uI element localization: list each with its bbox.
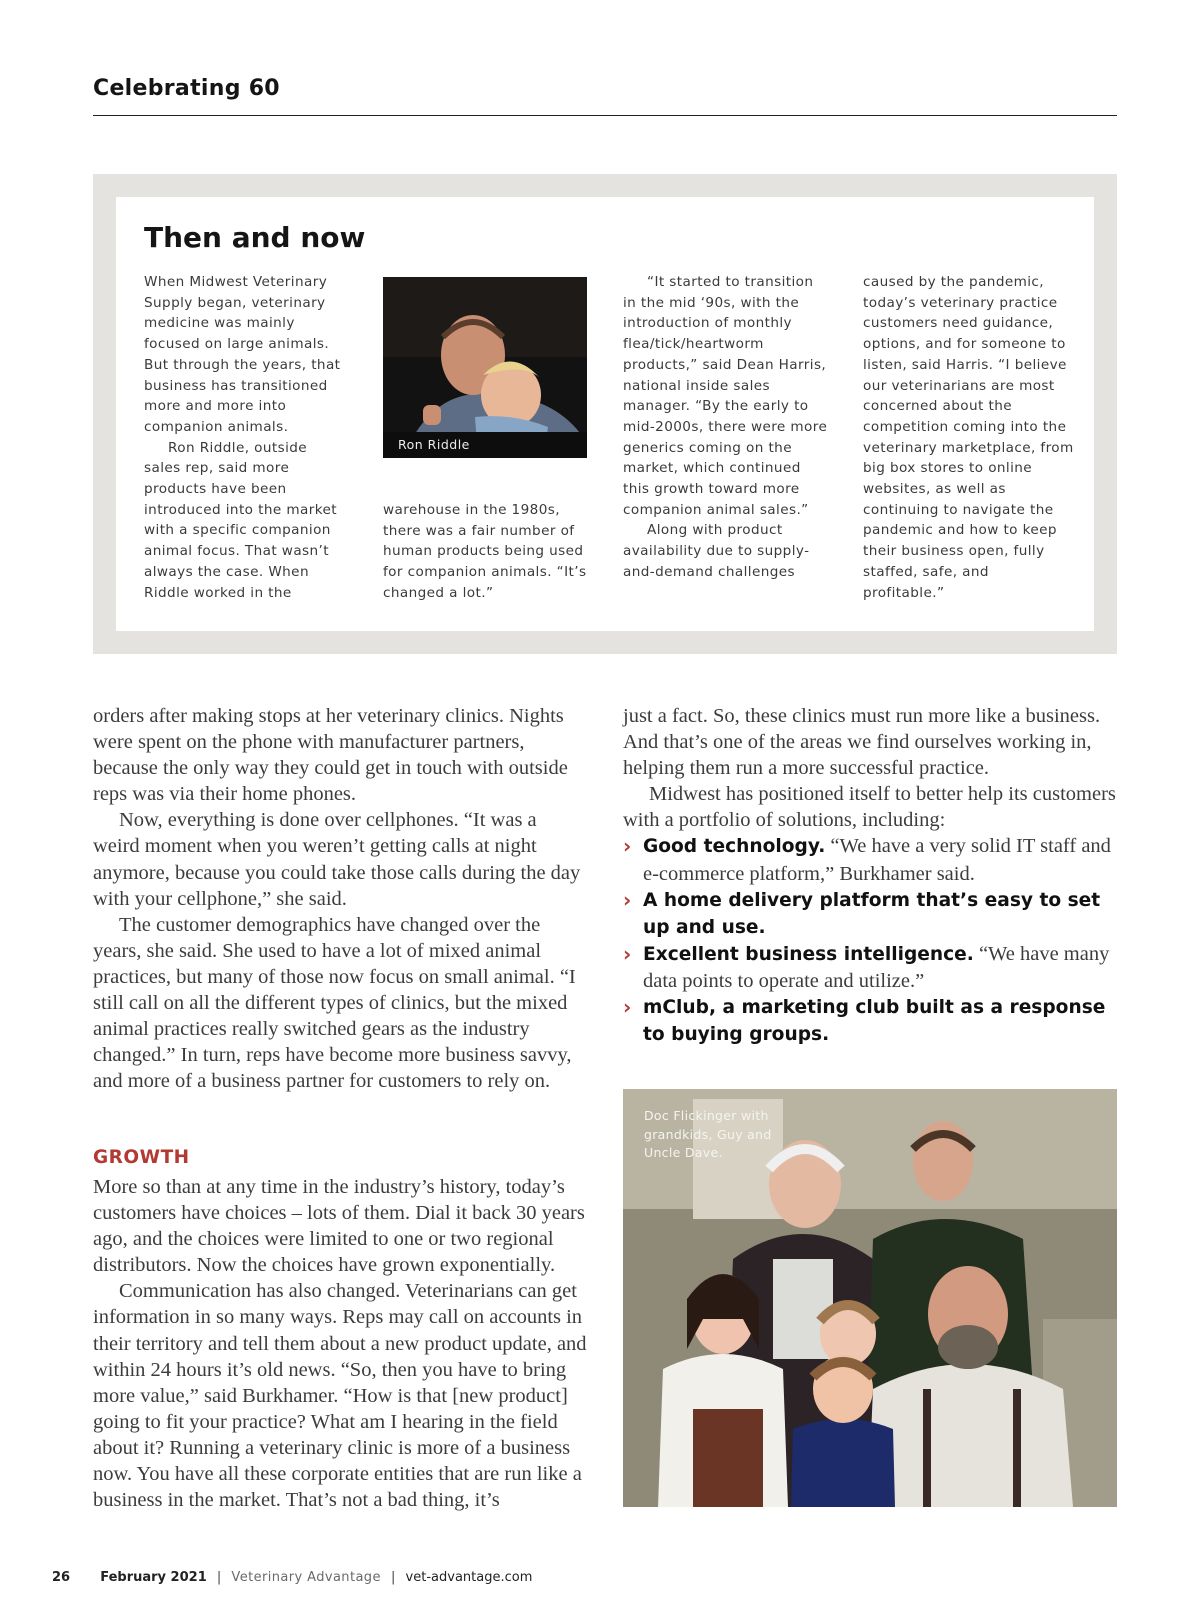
sidebar-paragraph: caused by the pandemic, today’s veterinary practice customers need guidance, options, and for someone to listen, said Harris. “I believe our veterinarians are most concerned about the competition coming into the veterinary marketplace, from big box stores to online websites, as well as continuing to navigate the pandemic and how to keep their business open, fully staffed, safe, and profitable.” [863, 274, 1074, 601]
issue-date: February 2021 [100, 1570, 207, 1585]
sidebar-paragraph: warehouse in the 1980s, there was a fair number of human products being used for companion animals. “It’s changed a lot.” [383, 502, 587, 601]
footer-separator: | [391, 1570, 396, 1585]
article-paragraph: The customer demographics have changed over the years, she said. She used to have a lot of mixed animal practices, but many of those now focus on small animal. “I still call on all the different types of clinics, but the mixed animal practices really switched gears as the industry changed.” In turn, reps have become more business savvy, and more of a business partner for customers to rely on. [93, 913, 576, 1093]
list-item: › Excellent business intelligence. “We have many data points to operate and utilize.” [623, 941, 1110, 992]
sidebar-title: Then and now [144, 221, 366, 254]
chevron-right-icon: › [623, 995, 632, 1020]
footer-separator: | [216, 1570, 222, 1585]
growth-heading: GROWTH [93, 1147, 190, 1168]
article-column-right [623, 703, 1117, 1048]
article-paragraph: Communication has also changed. Veterinarians can get information in so many ways. Reps may call on accounts in their territory and tell them about a new product update, and within 24 hours it’s old news. “So, then you have to bring more value,” said Burkhamer. “How is that [new product] going to fit your practice? What am I hearing in the field about it? Running a veterinary clinic is more of a business now. You have all these corporate entities that are run like a business in the market. That’s not a bad thing, it’s [93, 1280, 587, 1512]
growth-section [93, 1174, 588, 1513]
sidebar-column-4 [863, 272, 1075, 603]
photo-caption: Ron Riddle [383, 432, 587, 458]
page-footer [52, 1570, 532, 1585]
sidebar-column-3 [623, 272, 831, 583]
article-paragraph: Midwest has positioned itself to better help its customers with a portfolio of solutions, including: [623, 783, 1116, 832]
article-paragraph: orders after making stops at her veterinary clinics. Nights were spent on the phone with manufacturer partners, because the only way they could get in touch with outside reps was via their home phones. [93, 705, 568, 806]
page-number: 26 [52, 1570, 71, 1585]
sidebar-column-2 [383, 500, 593, 604]
photo-caption: Doc Flickinger with grandkids, Guy and Uncle Dave. [644, 1108, 772, 1160]
chevron-right-icon: › [623, 834, 632, 859]
sidebar-paragraph: Ron Riddle, outside sales rep, said more products have been introduced into the market with a specific companion animal focus. That wasn’t always the case. When Riddle worked in the [144, 439, 337, 601]
sidebar-paragraph: When Midwest Veterinary Supply began, veterinary medicine was mainly focused on large animals. But through the years, that business has transitioned more and more into companion animals. [144, 274, 341, 435]
section-title: Celebrating 60 [93, 76, 280, 101]
article-paragraph: More so than at any time in the industry’s history, today’s customers have choices – lots of them. Dial it back 30 years ago, and the choices were limited to one or two regional distributors. Now the choices have grown exponentially. [93, 1176, 585, 1277]
chevron-right-icon: › [623, 941, 632, 966]
sidebar-paragraph: Along with product availability due to supply-and-demand challenges [623, 522, 810, 580]
article-paragraph: just a fact. So, these clinics must run more like a business. And that’s one of the areas we find ourselves working in, helping them run a more successful practice. [623, 705, 1101, 780]
chevron-right-icon: › [623, 887, 632, 912]
solutions-list [623, 833, 1117, 1048]
sidebar-column-1 [144, 272, 344, 603]
ron-riddle-photo [383, 277, 587, 458]
list-item: › Good technology. “We have a very solid IT staff and e-commerce platform,” Burkhamer said. [623, 834, 1111, 885]
website-url: vet-advantage.com [405, 1570, 533, 1585]
article-column-left [93, 703, 588, 1094]
sidebar-paragraph: “It started to transition in the mid ‘90s, with the introduction of monthly flea/tick/heartworm products,” said Dean Harris, national inside sales manager. “By the early to mid-2000s, there were more generics coming on the market, which continued this growth toward more companion animal sales.” [623, 274, 828, 518]
publication-name: Veterinary Advantage [231, 1570, 381, 1585]
list-item: › mClub, a marketing club built as a response to buying groups. [623, 995, 1106, 1046]
list-item: › A home delivery platform that’s easy to set up and use. [623, 887, 1101, 938]
header-divider [93, 115, 1117, 116]
article-paragraph: Now, everything is done over cellphones. “It was a weird moment when you weren’t getting calls at night anymore, because you could take those calls during the day with your cellphone,” she said. [93, 809, 581, 910]
